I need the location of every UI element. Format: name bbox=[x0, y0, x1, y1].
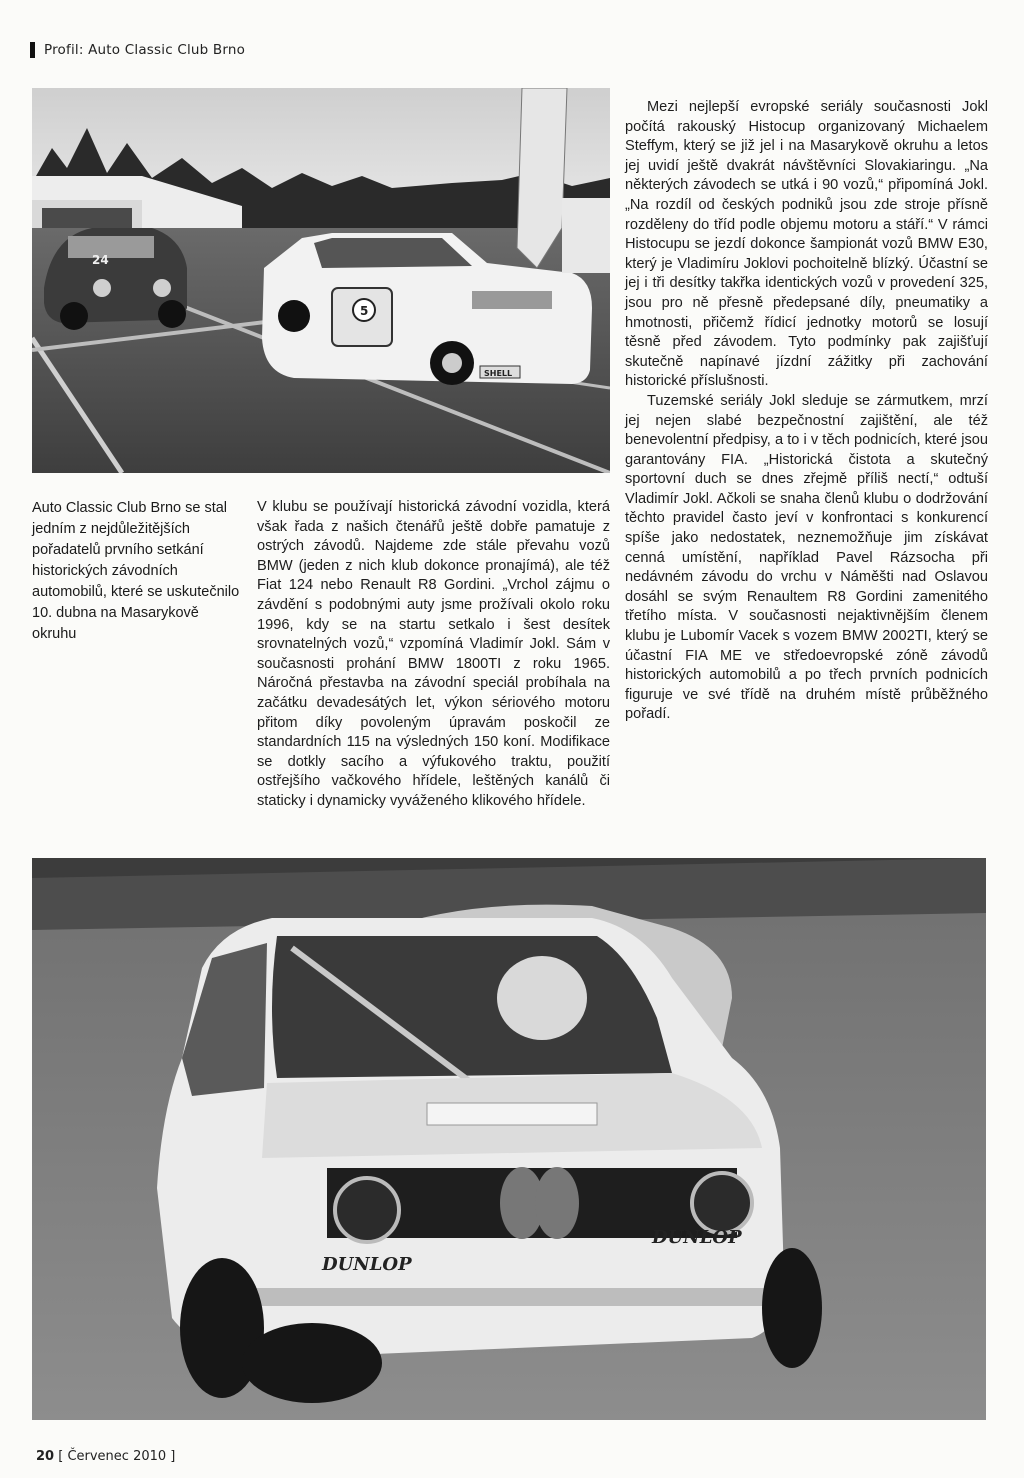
paragraph: Tuzemské seriály Jokl sleduje se zármutkem, mrzí jej nejen slabé bezpečnostní zajištění, ale též benevolentní předpisy, a to i v těch podnicích, které jsou garantovány FIA. „Historická čistota a skutečný sportovní duch se dnes zřejmě příliš nectí,“ odtuší Vladimír Jokl. Ačkoli se snaha členů klubu o dodržování těchto pravidel často jeví v konfrontaci s konkurencí spíše jako nedostatek, neznemožňuje jim získávat cenná umístění, například Pavel Rázsocha při nedávném závodu do vrchu v Náměšti nad Oslavou dosáhl se svým Renaultem R8 Gordini zamenitého třetího místa. V současnosti nejaktivnějším členem klubu je Lubomír Vacek s vozem BMW 2002TI, který se účastní FIA ME ve středoevropské zóně závodů historických automobilů a po třech prvních podnicích figuruje ve své třídě na druhém místě průběžného pořadí. bbox=[625, 392, 988, 723]
page-footer bbox=[36, 1449, 175, 1464]
car-number-label: 24 bbox=[92, 253, 109, 267]
header-section-title: Profil: Auto Classic Club Brno bbox=[44, 42, 246, 58]
sponsor-decal-left: DUNLOP bbox=[322, 1254, 412, 1275]
article-column-right bbox=[625, 98, 988, 725]
paragraph: Mezi nejlepší evropské seriály současnosti Jokl počítá rakouský Histocup organizovaný Michaelem Steffym, který se již jel i na Masarykově okruhu a letos jej uvidí ještě dvakrát návštěvníci Slovakiaringu. „Na některých závodech se utká i 90 vozů,“ připomíná Jokl. „Na rozdíl od českých podniků jsou zde stroje přísně rozděleny do tříd podle objemu motoru a stáří.“ V rámci Histocupu se jezdí dokonce šampionát vozů BMW E30, který je Vladimíru Joklovi pochoitelně blízký. Účastní se jej i tři desítky takřka identických vozů v provedení 325, jsou pro ně přesně předepsané díly, pneumatiky a hmotnosti, přičemž řídicí jednotky motorů se losují těsně před závodem. Tyto podmínky pak zajišťují skutečně napínavé jízdní zážitky při zachování historické příslušnosti. bbox=[625, 99, 988, 390]
running-header bbox=[30, 40, 245, 60]
page-number: 20 bbox=[36, 1449, 55, 1464]
article-column-middle bbox=[257, 498, 610, 812]
door-badge: 5 bbox=[360, 304, 369, 318]
photo-caption: Auto Classic Club Brno se stal jedním z nejdůležitějších pořadatelů prvního setkání historických závodních automobilů, které se uskutečnilo 10. dubna na Masarykově okruhu bbox=[32, 500, 240, 642]
issue-date: [ Červenec 2010 ] bbox=[58, 1449, 176, 1464]
photo-paddock bbox=[32, 88, 610, 473]
plate-label: SHELL bbox=[484, 369, 513, 378]
photo-bmw-race bbox=[32, 858, 986, 1420]
paragraph: V klubu se používají historická závodní vozidla, která však řada z našich čtenářů ještě dobře pamatuje z ostrých závodů. Najdeme zde stále převahu vozů BMW (jeden z nich klub dokonce pronajímá), ale též Fiat 124 nebo Renault R8 Gordini. „Vrchol zájmu o závdění s podobnými auty jsme prožívali okolo roku 1996, kdy se na startu setkalo i šest desítek srovnatelných vozů,“ vzpomíná Vladimír Jokl. Sám v současnosti prohání BMW 1800TI z roku 1965. Náročná přestavba na závodní speciál probíhala na začátku devadesátých let, výkon sériového motoru přitom díky povoleným úpravám poskočil ze standardních 115 na výsledných 150 koní. Modifikace se dotkly sacího a výfukového traktu, použití ostřejšího vačkového hřídele, leštěných kanálů či staticky i dynamicky vyváženého klikového hřídele. bbox=[257, 499, 610, 809]
sponsor-decal-right: DUNLOP bbox=[652, 1227, 742, 1248]
header-marker bbox=[30, 42, 35, 58]
